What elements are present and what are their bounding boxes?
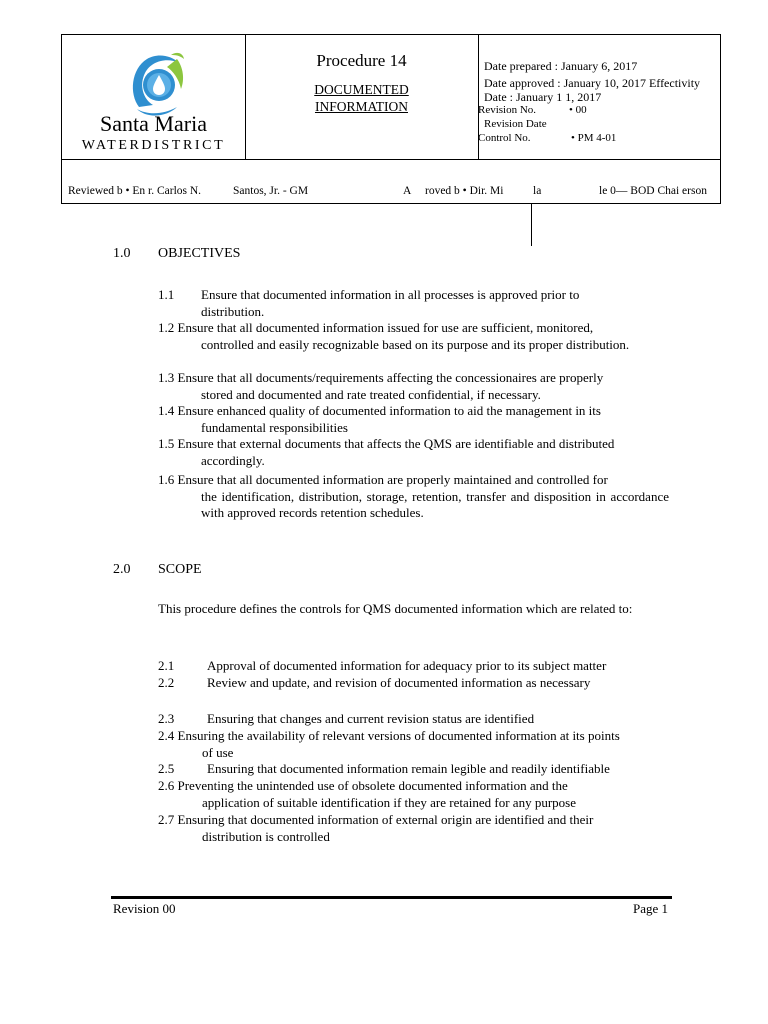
list-item <box>158 658 669 675</box>
item-text: Ensuring that documented information remain legible and readily identifiable <box>207 761 610 776</box>
item-text: Review and update, and revision of documented information as necessary <box>207 675 591 690</box>
item-number: 2.3 <box>158 711 175 726</box>
approved-by-fragment: la <box>533 185 542 197</box>
item-number: 2.7 <box>158 812 175 827</box>
list-item <box>158 436 669 469</box>
reviewed-by: Reviewed b • En r. Carlos N. <box>68 185 202 197</box>
footer-page-number: Page 1 <box>633 901 669 916</box>
item-text: Ensuring that changes and current revision status are identified <box>207 711 535 726</box>
item-text: Ensure that documented information in all processes is approved prior to <box>201 287 580 302</box>
item-number: 2.4 <box>158 728 175 743</box>
item-text: Ensure that all documents/requirements affecting the concessionaires are properly <box>177 370 604 385</box>
section-title-objectives: OBJECTIVES <box>158 246 241 261</box>
approved-by: A <box>403 185 412 197</box>
item-number: 1.5 <box>158 436 175 451</box>
item-text-cont: accordingly. <box>201 452 265 468</box>
list-item <box>158 403 669 436</box>
date-effectivity: Date : January 1 1, 2017 <box>484 90 602 104</box>
item-text: Approval of documented information for adequacy prior to its subject matter <box>207 658 607 673</box>
item-text: Ensuring the availability of relevant versions of documented information at its points <box>177 728 620 743</box>
item-number: 1.4 <box>158 403 175 418</box>
revision-no-value: • 00 <box>569 104 587 116</box>
item-text-cont: the identification, distribution, storage, retention, transfer and disposition in accordance with approved records retention schedules. <box>201 488 669 521</box>
item-text: Ensure that all documented information are properly maintained and controlled for <box>177 472 608 487</box>
vertical-rule <box>531 204 532 246</box>
control-no-value: • PM 4-01 <box>571 132 617 144</box>
item-number: 2.1 <box>158 658 175 673</box>
item-text-cont: distribution. <box>201 303 265 319</box>
approved-by-name: roved b • Dir. Mi <box>425 185 504 197</box>
document-header <box>61 34 721 204</box>
item-text-cont: stored and documented and rate treated confidential, if necessary. <box>201 386 541 402</box>
item-number: 1.3 <box>158 370 175 385</box>
item-text: Ensure enhanced quality of documented information to aid the management in its <box>177 403 601 418</box>
list-item <box>158 675 669 692</box>
item-number: 1.1 <box>158 287 175 302</box>
reviewed-by-name: Santos, Jr. - GM <box>233 185 309 197</box>
section-number: 1.0 <box>113 246 131 261</box>
list-item <box>158 812 669 845</box>
list-item <box>158 370 669 403</box>
item-text: Ensure that external documents that affects the QMS are identifiable and distributed <box>177 436 615 451</box>
water-district-logo-icon <box>127 49 185 119</box>
item-text-cont: application of suitable identification if they are retained for any purpose <box>202 794 576 810</box>
item-number: 1.2 <box>158 320 175 335</box>
org-subtitle: WATERDISTRICT <box>81 138 226 153</box>
section-number: 2.0 <box>113 562 131 577</box>
list-item <box>158 287 669 320</box>
procedure-name-line: INFORMATION <box>314 99 408 114</box>
approved-by-title: le 0— BOD Chai erson <box>599 185 707 197</box>
revision-no-label: Revision No. <box>478 104 537 116</box>
footer-revision: Revision 00 <box>113 901 176 916</box>
date-approved: Date approved : January 10, 2017 Effectivity <box>484 76 701 90</box>
item-text-cont: fundamental responsibilities <box>201 419 348 435</box>
footer-divider <box>111 896 672 899</box>
list-item <box>158 711 669 728</box>
item-number: 2.6 <box>158 778 175 793</box>
list-item <box>158 728 669 761</box>
item-text-cont: controlled and easily recognizable based on its purpose and its proper distribution. <box>201 336 630 352</box>
procedure-title: Procedure 14 <box>316 51 407 70</box>
org-name: Santa Maria <box>100 111 207 136</box>
item-number: 2.5 <box>158 761 175 776</box>
control-no-label: Control No. <box>478 132 531 144</box>
item-number: 2.2 <box>158 675 175 690</box>
revision-date-label: Revision Date <box>484 118 547 130</box>
item-text-cont: of use <box>202 744 234 760</box>
procedure-name <box>245 81 478 115</box>
date-prepared: Date prepared : January 6, 2017 <box>484 59 638 73</box>
header-divider <box>62 159 720 160</box>
item-number: 1.6 <box>158 472 175 487</box>
section-title-scope: SCOPE <box>158 562 202 577</box>
item-text: Ensuring that documented information of external origin are identified and their <box>177 812 594 827</box>
item-text-cont: distribution is controlled <box>202 828 330 844</box>
list-item <box>158 778 669 811</box>
list-item <box>158 320 669 353</box>
item-text: Ensure that all documented information issued for use are sufficient, monitored, <box>177 320 594 335</box>
procedure-name-line: DOCUMENTED <box>314 82 409 97</box>
item-text: Preventing the unintended use of obsolete documented information and the <box>177 778 568 793</box>
list-item <box>158 472 669 522</box>
scope-intro: This procedure defines the controls for QMS documented information which are related to: <box>158 601 633 616</box>
list-item <box>158 761 669 778</box>
